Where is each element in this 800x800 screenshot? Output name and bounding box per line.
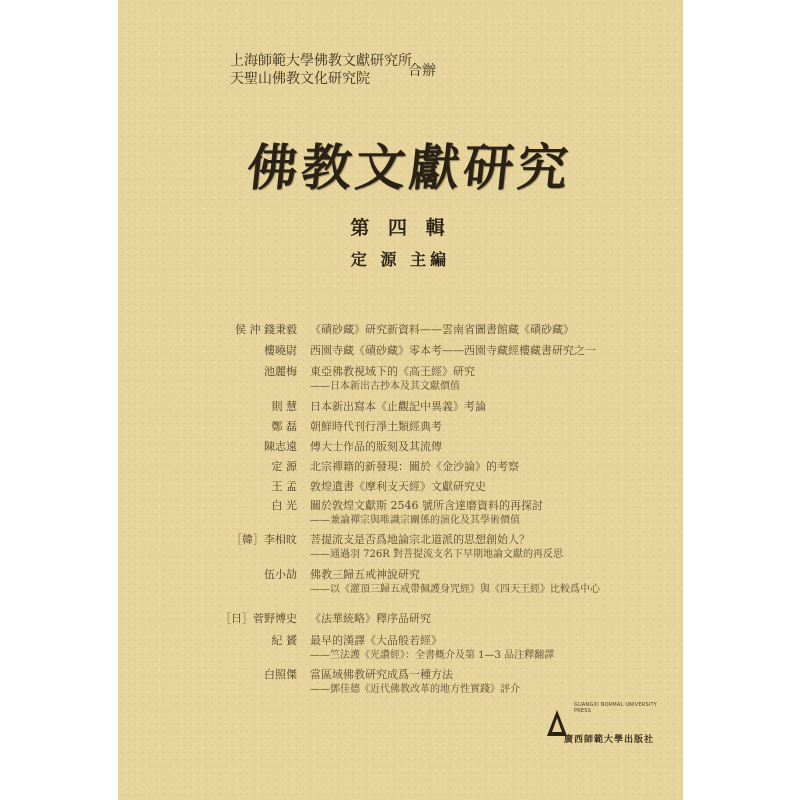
toc-article-title: 敦煌遺書《摩利支天經》文獻研究史: [310, 480, 486, 493]
toc-article-title: 北宗禪籍的新發現：關於《金沙論》的考察: [310, 460, 519, 473]
toc-author: 伍小劼: [264, 568, 297, 581]
toc-article-subtitle: ——鄧佳德《近代佛教改革的地方性實踐》評介: [310, 684, 520, 695]
toc-author: 池麗梅: [264, 365, 297, 378]
editor-credit: 定 源 主編: [350, 250, 451, 269]
toc-author: 鄭 磊: [271, 420, 297, 433]
toc-article-title: 東亞佛教視域下的《高王經》研究: [310, 365, 475, 378]
toc-author: 紀 贇: [271, 634, 297, 647]
publisher-english-name: GUANGXI NORMAL UNIVERSITY PRESS: [574, 702, 658, 714]
toc-author: 白 光: [271, 499, 297, 512]
publisher-name: 天聖山佛教文化研究院: [230, 71, 370, 87]
toc-article-subtitle: ——兼論禪宗與唯識宗關係的演化及其學術價值: [310, 515, 520, 526]
book-title: 佛教文獻研究: [244, 138, 575, 197]
toc-article-title: 佛教三歸五戒神說研究: [310, 568, 420, 581]
toc-article-title: 當區域佛教研究成爲一種方法: [310, 668, 453, 681]
toc-author: 陳志遠: [264, 440, 297, 453]
toc-author: 定 源: [271, 460, 297, 473]
table-of-contents: [118, 0, 683, 800]
toc-author: 樓曉尉: [264, 344, 297, 357]
publisher-name: 上海師範大學佛教文獻研究所: [230, 53, 412, 69]
toc-author: ［韓］李相旼: [231, 533, 297, 546]
book-cover: [118, 0, 683, 800]
toc-author: 白照傑: [264, 668, 297, 681]
toc-article-subtitle: ——竺法護《光讚經》：全書概介及第 1—3 品注釋翻譯: [310, 650, 555, 661]
toc-article-title: 日本新出寫本《止觀記中異義》考論: [310, 400, 486, 413]
toc-article-title: 西園寺藏《磧砂藏》零本考——西園寺藏經樓藏書研究之一: [310, 344, 596, 357]
toc-author: 則 慧: [271, 400, 297, 413]
publisher-logo: [546, 702, 666, 752]
publisher-chinese-name: 廣西師範大學出版社: [564, 735, 655, 745]
toc-article-title: 關於敦煌文獻斯 2546 號所含達磨資料的再探討: [310, 499, 543, 512]
toc-article-title: 菩提流支是否爲地論宗北道派的思想創始人？: [310, 533, 530, 546]
volume-number: 第 四 輯: [350, 217, 451, 239]
toc-article-subtitle: ——日本新出古抄本及其文獻價值: [310, 381, 460, 392]
toc-article-title: 《法華統略》釋序品研究: [310, 612, 431, 625]
toc-article-title: 傅大士作品的版刻及其流傳: [310, 440, 442, 453]
toc-author: 侯 沖 錢秉毅: [235, 323, 297, 336]
toc-article-subtitle: ——通過羽 726R 對菩提流支名下早期地論文獻的再反思: [310, 549, 563, 560]
toc-article-title: 最早的漢譯《大品般若經》: [310, 634, 442, 647]
toc-article-subtitle: ——以《灌頂三歸五戒帶佩護身咒經》與《四天王經》比較爲中心: [310, 584, 600, 595]
toc-article-title: 朝鮮時代刊行淨土類經典考: [310, 420, 442, 433]
toc-author: ［日］菅野博史: [220, 612, 297, 625]
toc-article-title: 《磧砂藏》研究新資料——雲南省圖書館藏《磧砂藏》: [310, 323, 574, 336]
joint-label: 合辦: [408, 63, 436, 79]
toc-author: 王 孟: [271, 480, 297, 493]
